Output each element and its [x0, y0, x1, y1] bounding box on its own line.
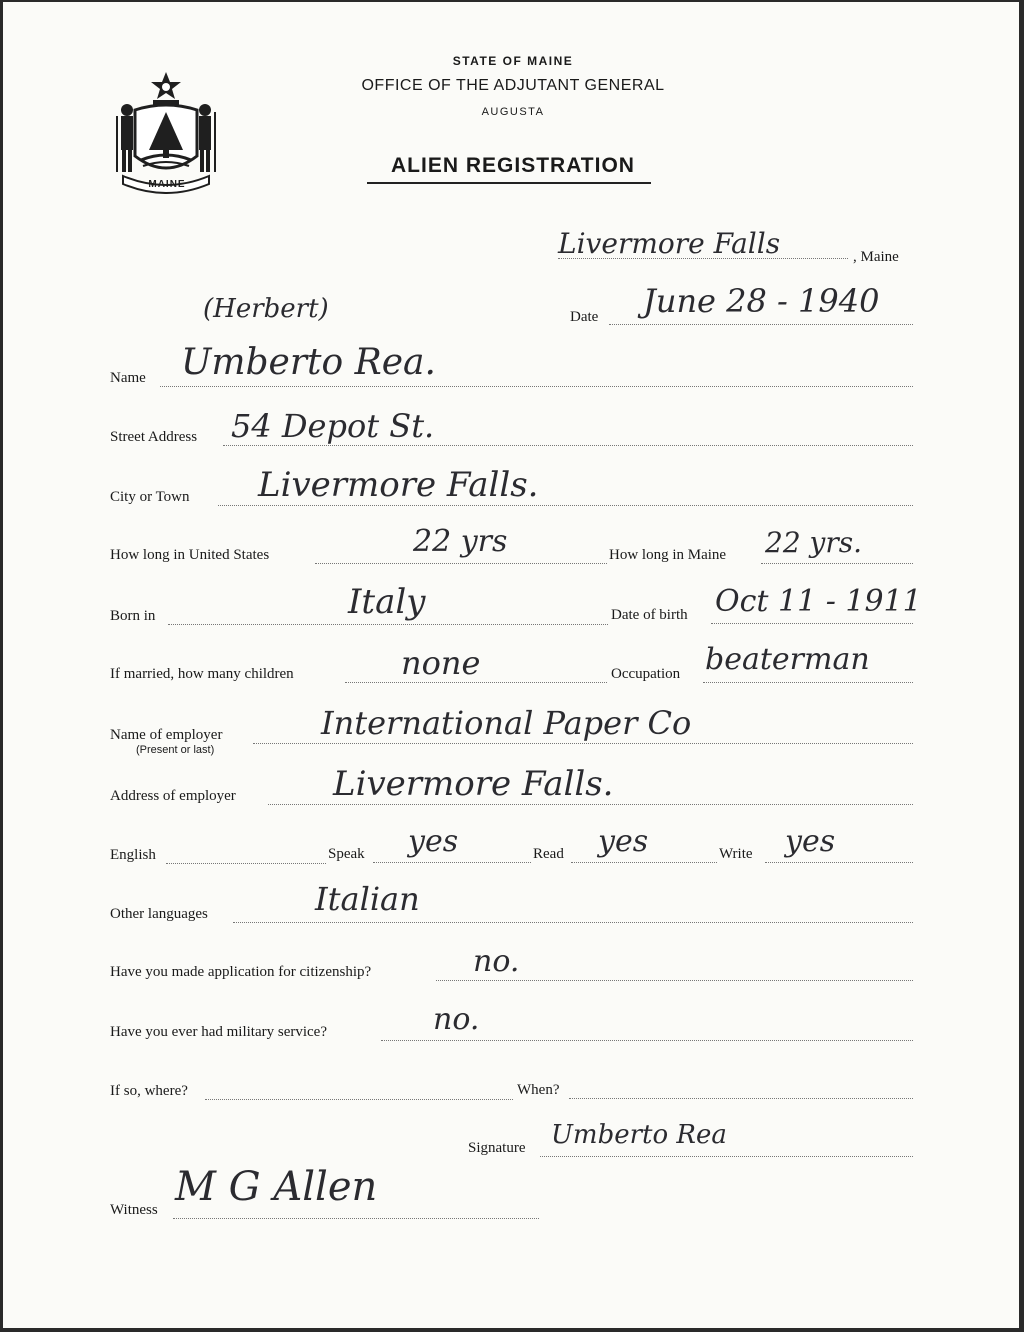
military-value[interactable]: no. [433, 1002, 480, 1037]
dob-line [711, 623, 913, 624]
how-long-maine-line [761, 563, 913, 564]
name-value[interactable]: Umberto Rea. [181, 342, 436, 383]
street-address-label: Street Address [110, 429, 198, 445]
read-value[interactable]: yes [598, 824, 649, 859]
employer-sublabel: (Present or last) [136, 744, 215, 756]
where-line [205, 1099, 513, 1100]
registration-form [3, 2, 1019, 1328]
born-in-line [168, 624, 608, 625]
occupation-line [703, 682, 913, 683]
location-suffix: , Maine [853, 249, 899, 265]
speak-value[interactable]: yes [408, 824, 459, 859]
employer-address-label: Address of employer [110, 788, 236, 804]
employer-line [253, 743, 913, 744]
location-value[interactable]: Livermore Falls [558, 227, 781, 260]
children-line [345, 682, 607, 683]
witness-label: Witness [110, 1202, 158, 1218]
when-line [569, 1098, 913, 1099]
witness-value[interactable]: M G Allen [175, 1164, 378, 1210]
maine-state-seal-icon [113, 70, 219, 194]
location-line [558, 258, 848, 259]
date-line [609, 324, 913, 325]
read-line [571, 862, 717, 863]
date-label: Date [570, 309, 599, 325]
write-label: Write [719, 846, 753, 862]
form-title: ALIEN REGISTRATION [391, 154, 635, 177]
military-line [381, 1040, 913, 1041]
write-line [765, 862, 913, 863]
street-address-line [223, 445, 913, 446]
header-state: STATE OF MAINE [452, 54, 574, 68]
english-label: English [110, 847, 156, 863]
signature-line [540, 1156, 913, 1157]
occupation-value[interactable]: beaterman [705, 642, 870, 677]
citizenship-label: Have you made application for citizenship? [110, 964, 372, 980]
how-long-maine-label: How long in Maine [609, 547, 727, 563]
seal-banner-text: MAINE [148, 179, 186, 190]
read-label: Read [533, 846, 564, 862]
how-long-us-line [315, 563, 607, 564]
speak-label: Speak [328, 846, 365, 862]
city-label: City or Town [110, 489, 190, 505]
children-label: If married, how many children [110, 666, 294, 682]
employer-value[interactable]: International Paper Co [321, 704, 692, 742]
how-long-us-label: How long in United States [110, 547, 270, 563]
alias-value: (Herbert) [203, 294, 329, 324]
speak-line [373, 862, 531, 863]
witness-line [173, 1218, 539, 1219]
street-address-value[interactable]: 54 Depot St. [231, 407, 435, 445]
citizenship-line [436, 980, 913, 981]
header-city: AUGUSTA [481, 106, 545, 118]
employer-address-line [268, 804, 913, 805]
english-line [166, 863, 326, 864]
other-languages-line [233, 922, 913, 923]
city-value[interactable]: Livermore Falls. [258, 465, 539, 505]
how-long-maine-value[interactable]: 22 yrs. [765, 526, 863, 559]
when-label: When? [517, 1082, 560, 1098]
employer-label: Name of employer [110, 727, 223, 743]
born-in-value[interactable]: Italy [348, 582, 426, 622]
signature-label: Signature [468, 1140, 526, 1156]
born-in-label: Born in [110, 608, 156, 624]
other-languages-label: Other languages [110, 906, 208, 922]
how-long-us-value[interactable]: 22 yrs [413, 524, 508, 559]
children-value[interactable]: none [401, 644, 481, 682]
employer-address-value[interactable]: Livermore Falls. [333, 764, 614, 804]
dob-label: Date of birth [611, 607, 688, 623]
write-value[interactable]: yes [785, 824, 836, 859]
date-value[interactable]: June 28 - 1940 [643, 282, 880, 320]
title-underline [367, 182, 651, 184]
name-label: Name [110, 370, 146, 386]
city-line [218, 505, 913, 506]
other-languages-value[interactable]: Italian [315, 880, 420, 918]
military-label: Have you ever had military service? [110, 1024, 327, 1040]
header-office: OFFICE OF THE ADJUTANT GENERAL [361, 77, 665, 94]
signature-value[interactable]: Umberto Rea [551, 1120, 727, 1150]
where-label: If so, where? [110, 1083, 188, 1099]
occupation-label: Occupation [611, 666, 681, 682]
citizenship-value[interactable]: no. [473, 944, 520, 979]
dob-value[interactable]: Oct 11 - 1911 [715, 584, 922, 619]
name-line [160, 386, 913, 387]
